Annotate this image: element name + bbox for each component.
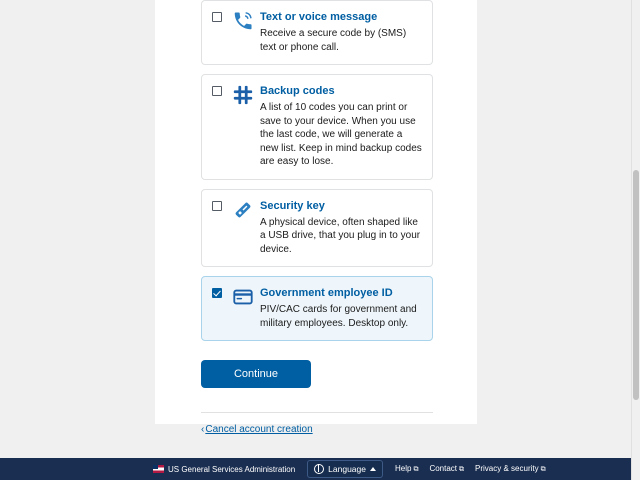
- option-text-or-voice-message[interactable]: [201, 0, 433, 65]
- option-title: Government employee ID: [260, 287, 393, 299]
- chevron-left-icon: ‹: [201, 424, 205, 435]
- option-title: Backup codes: [260, 85, 335, 97]
- footer-link-privacy-security[interactable]: [475, 464, 546, 474]
- option-description: A list of 10 codes you can print or save to your device. When you use the last code, we will generate a new list. Keep in mind backup codes are easy to lose.: [260, 102, 422, 167]
- checkbox-text-or-voice-message[interactable]: [212, 12, 222, 22]
- option-description: PIV/CAC cards for government and military employees. Desktop only.: [260, 304, 417, 329]
- option-title: Security key: [260, 199, 325, 212]
- language-selector-button[interactable]: [307, 460, 383, 478]
- external-link-icon: ⧉: [413, 466, 419, 473]
- footer-link-label: Help: [395, 464, 412, 473]
- divider: [201, 412, 433, 413]
- scrollbar-thumb[interactable]: [633, 170, 639, 400]
- scrollbar-track[interactable]: [631, 0, 640, 480]
- option-description: Receive a secure code by (SMS) text or phone call.: [260, 28, 407, 53]
- chevron-up-icon: [370, 467, 376, 471]
- option-security-key[interactable]: [201, 189, 433, 268]
- site-footer: [0, 458, 632, 480]
- checkbox-backup-codes[interactable]: [212, 86, 222, 96]
- cancel-link-label: Cancel account creation: [205, 424, 313, 435]
- footer-link-contact[interactable]: [429, 464, 464, 474]
- option-government-employee-id[interactable]: [201, 276, 433, 341]
- agency-name: US General Services Administration: [168, 464, 296, 474]
- option-title: Text or voice message: [260, 11, 378, 23]
- checkbox-government-employee-id[interactable]: [212, 288, 222, 298]
- footer-links: [395, 464, 546, 474]
- id-card-icon: [228, 286, 258, 308]
- external-link-icon: ⧉: [459, 466, 465, 473]
- phone-icon: [228, 10, 258, 32]
- cancel-account-creation-link[interactable]: [201, 424, 313, 435]
- backup-codes-icon: [228, 84, 258, 106]
- language-label: Language: [328, 464, 366, 474]
- us-flag-icon: [153, 465, 164, 473]
- option-backup-codes[interactable]: [201, 74, 433, 180]
- content-card: [155, 0, 477, 435]
- checkbox-security-key[interactable]: [212, 201, 222, 211]
- globe-icon: [314, 464, 324, 474]
- footer-link-help[interactable]: [395, 464, 418, 474]
- footer-link-label: Privacy & security: [475, 464, 539, 473]
- external-link-icon: ⧉: [540, 466, 546, 473]
- continue-button[interactable]: Continue: [201, 360, 311, 388]
- mfa-options-form: [201, 0, 433, 437]
- security-key-icon: [228, 199, 258, 221]
- footer-link-label: Contact: [429, 464, 458, 473]
- option-description: A physical device, often shaped like a USB drive, that you plug in to your device.: [260, 216, 421, 255]
